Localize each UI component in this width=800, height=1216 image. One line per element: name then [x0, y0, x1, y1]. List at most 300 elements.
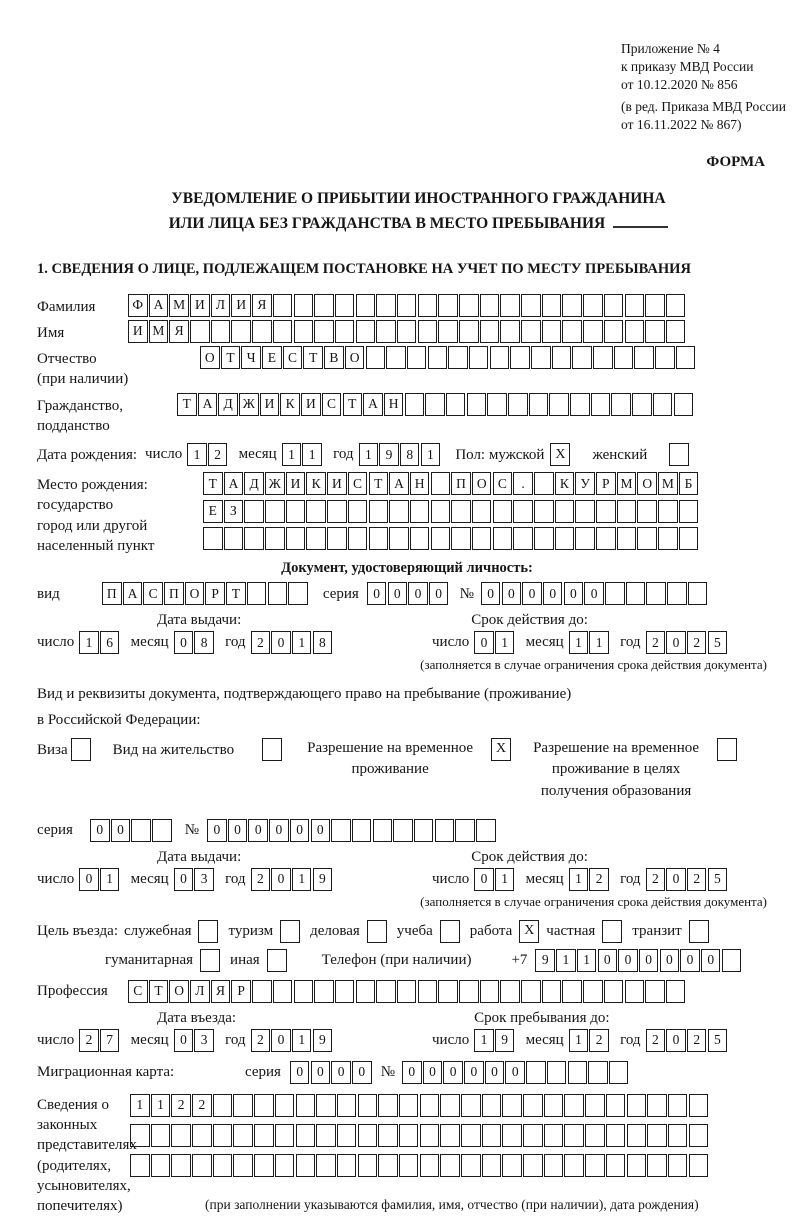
form-cell [335, 980, 355, 1003]
residence-series-label: серия [37, 822, 73, 839]
form-cell: Л [190, 980, 210, 1003]
form-cell: Н [384, 393, 404, 416]
form-cell [469, 346, 489, 369]
purpose-gumanitarnaya-checkbox [200, 949, 220, 972]
form-cell: 1 [495, 868, 515, 891]
form-cell [425, 393, 445, 416]
form-cell [534, 527, 554, 550]
form-cell: 1 [100, 868, 120, 891]
residence-issue-month-cells [174, 868, 215, 891]
form-cell [668, 1124, 688, 1147]
form-cell [521, 320, 541, 343]
form-cell [244, 527, 264, 550]
form-cell [513, 527, 533, 550]
form-cell: П [164, 582, 184, 605]
birth-year-cells [359, 443, 442, 466]
form-cell: И [260, 393, 280, 416]
form-cell: 0 [443, 1061, 463, 1084]
form-cell [327, 527, 347, 550]
birthplace-cells-stack [203, 472, 700, 555]
residence-number-label: № [184, 822, 200, 839]
form-cell: 8 [194, 631, 214, 654]
form-cell [448, 346, 468, 369]
form-cell [369, 527, 389, 550]
form-cell: 0 [639, 949, 659, 972]
form-cell [389, 500, 409, 523]
given-name-cells [128, 320, 687, 343]
form-cell [689, 1124, 709, 1147]
form-cell [647, 1154, 667, 1177]
order-ref-line: (в ред. Приказа МВД России [621, 99, 786, 115]
form-cell: 0 [111, 819, 131, 842]
form-cell [358, 1154, 378, 1177]
purpose-delovaya-checkbox [367, 920, 387, 943]
patronymic-cells [200, 346, 697, 369]
form-cell [627, 1124, 647, 1147]
form-cell [500, 980, 520, 1003]
purpose-option-label: частная [546, 922, 596, 939]
form-cell [233, 1094, 253, 1117]
entry-date: число 2 7 месяц 0 3 год 2 0 1 9 [37, 1029, 432, 1052]
form-cell: А [363, 393, 383, 416]
form-cell [405, 393, 425, 416]
patronymic-row [37, 346, 800, 390]
form-cell [593, 346, 613, 369]
purpose-option-label: иная [230, 951, 260, 968]
purpose-rabota-checkbox: X [519, 920, 539, 943]
form-cell [679, 527, 699, 550]
form-cell [585, 1094, 605, 1117]
form-cell [446, 393, 466, 416]
form-cell: К [280, 393, 300, 416]
form-cell [459, 980, 479, 1003]
form-cell [461, 1094, 481, 1117]
form-cell: 0 [174, 631, 194, 654]
surname-label: Фамилия [37, 298, 96, 315]
form-cell [438, 320, 458, 343]
form-cell [572, 346, 592, 369]
form-cell: 1 [302, 443, 322, 466]
migration-number-cells [402, 1061, 630, 1084]
form-cell [376, 320, 396, 343]
entry-dates-headers [37, 1010, 800, 1027]
form-cell: М [658, 472, 678, 495]
form-cell [637, 527, 657, 550]
form-cell [288, 582, 308, 605]
residence-valid-day-cells [474, 868, 515, 891]
form-cell [575, 500, 595, 523]
residence-doc-intro-line2: в Российской Федерации: [37, 712, 201, 729]
form-cell [348, 527, 368, 550]
form-cell [555, 500, 575, 523]
visa-label: Виза [37, 741, 68, 758]
form-cell: 0 [701, 949, 721, 972]
form-title-line2: ИЛИ ЛИЦА БЕЗ ГРАЖДАНСТВА В МЕСТО ПРЕБЫВАНИЯ [37, 212, 800, 237]
form-cell [627, 1154, 647, 1177]
entry-day-cells [79, 1029, 120, 1052]
residence-doc-options-row [37, 738, 800, 803]
identity-valid-heading: Срок действия до: [471, 612, 588, 629]
form-cell [523, 1124, 543, 1147]
form-cell [604, 980, 624, 1003]
form-cell: 2 [251, 868, 271, 891]
form-cell [645, 980, 665, 1003]
representatives-cells-row3 [130, 1154, 709, 1177]
form-cell [420, 1094, 440, 1117]
form-cell: 0 [290, 819, 310, 842]
form-cell [588, 1061, 608, 1084]
form-cell [480, 294, 500, 317]
residence-dates-row [37, 868, 800, 891]
form-cell [213, 1154, 233, 1177]
form-cell [431, 527, 451, 550]
form-cell: 8 [400, 443, 420, 466]
profession-cells [128, 980, 687, 1003]
form-cell [547, 1061, 567, 1084]
form-cell [335, 320, 355, 343]
form-cell: О [169, 980, 189, 1003]
form-cell [493, 527, 513, 550]
form-cell [531, 346, 551, 369]
form-cell [316, 1124, 336, 1147]
form-cell [562, 980, 582, 1003]
form-cell [585, 1154, 605, 1177]
form-cell: С [493, 472, 513, 495]
title-blank-underline [613, 216, 668, 228]
form-cell [397, 294, 417, 317]
form-cell [337, 1154, 357, 1177]
form-cell [605, 582, 625, 605]
form-cell: Я [169, 320, 189, 343]
form-cell: З [224, 500, 244, 523]
form-cell: А [123, 582, 143, 605]
form-cell [611, 393, 631, 416]
form-cell [482, 1094, 502, 1117]
form-cell [508, 393, 528, 416]
form-cell: 0 [660, 949, 680, 972]
purpose-option-label: служебная [123, 922, 192, 939]
form-cell [562, 320, 582, 343]
form-cell: Т [203, 472, 223, 495]
form-cell [667, 582, 687, 605]
form-cell: С [348, 472, 368, 495]
form-cell [500, 294, 520, 317]
birthplace-row [37, 472, 800, 556]
form-cell [356, 980, 376, 1003]
residence-doc-intro-line1: Вид и реквизиты документа, подтверждающего право на пребывание (проживание) [37, 686, 572, 703]
temp-permit-label: Разрешение на временное проживание [307, 739, 474, 778]
form-cell [451, 527, 471, 550]
form-cell [552, 346, 572, 369]
form-cell [646, 582, 666, 605]
form-cell [171, 1124, 191, 1147]
form-cell: 1 [569, 631, 589, 654]
form-cell: 0 [271, 868, 291, 891]
form-cell [296, 1154, 316, 1177]
form-cell [606, 1154, 626, 1177]
form-cell: У [575, 472, 595, 495]
form-cell: Ж [239, 393, 259, 416]
form-cell [564, 1124, 584, 1147]
form-cell: 0 [543, 582, 563, 605]
form-cell: 0 [271, 631, 291, 654]
residence-issue-date: число 0 1 месяц 0 3 год 2 0 1 9 [37, 868, 432, 891]
form-cell: С [128, 980, 148, 1003]
form-cell: С [143, 582, 163, 605]
form-cell [626, 582, 646, 605]
entry-dates-row [37, 1029, 800, 1052]
birthdate-label: Дата рождения: [37, 446, 138, 463]
form-cell [366, 346, 386, 369]
form-cell: 0 [367, 582, 387, 605]
form-cell: Т [149, 980, 169, 1003]
order-ref-line: от 10.12.2020 № 856 [621, 76, 738, 92]
form-cell [440, 1094, 460, 1117]
form-cell: Р [596, 472, 616, 495]
form-cell: И [190, 294, 210, 317]
form-cell [151, 1154, 171, 1177]
form-cell: 0 [402, 1061, 422, 1084]
form-cell: 0 [174, 1029, 194, 1052]
purpose-option-label: работа [469, 922, 513, 939]
form-cell: 2 [646, 868, 666, 891]
form-cell [211, 320, 231, 343]
identity-issue-month-cells [174, 631, 215, 654]
stay-day-cells [474, 1029, 515, 1052]
residence-issue-heading: Дата выдачи: [157, 848, 242, 865]
form-cell [386, 346, 406, 369]
form-cell [331, 819, 351, 842]
form-cell [296, 1094, 316, 1117]
stay-until-date: число 1 9 месяц 1 2 год 2 0 2 5 [432, 1029, 738, 1052]
form-cell [604, 294, 624, 317]
form-cell [316, 1094, 336, 1117]
form-cell: 8 [313, 631, 333, 654]
form-cell [190, 320, 210, 343]
form-cell [440, 1124, 460, 1147]
form-cell [224, 527, 244, 550]
birthplace-cells-row2 [203, 500, 700, 523]
form-cell [231, 320, 251, 343]
form-cell: 0 [680, 949, 700, 972]
form-cell [549, 393, 569, 416]
form-cell [575, 527, 595, 550]
form-cell [337, 1094, 357, 1117]
form-cell: 2 [646, 631, 666, 654]
form-cell [459, 294, 479, 317]
form-cell [679, 500, 699, 523]
birthplace-cells-row1 [203, 472, 700, 495]
order-ref-line: к приказу МВД России [621, 58, 754, 74]
citizenship-cells [177, 393, 694, 416]
form-cell: Е [203, 500, 223, 523]
form-cell [213, 1094, 233, 1117]
form-cell: О [200, 346, 220, 369]
migration-series-label: серия [245, 1064, 281, 1081]
form-cell [393, 819, 413, 842]
form-cell: 0 [423, 1061, 443, 1084]
form-cell: 0 [271, 1029, 291, 1052]
form-cell: 0 [352, 1061, 372, 1084]
form-cell [335, 294, 355, 317]
form-cell: 1 [569, 868, 589, 891]
form-cell: И [231, 294, 251, 317]
form-cell [440, 1154, 460, 1177]
form-cell [625, 294, 645, 317]
form-cell [358, 1124, 378, 1147]
form-cell [358, 1094, 378, 1117]
form-cell: 0 [474, 868, 494, 891]
form-cell: 1 [130, 1094, 150, 1117]
form-cell: Я [211, 980, 231, 1003]
form-cell [674, 393, 694, 416]
residence-doc-series-row [37, 819, 800, 842]
purpose-option-label: гуманитарная [105, 951, 194, 968]
form-cell: 0 [388, 582, 408, 605]
form-cell [647, 1094, 667, 1117]
entry-month-cells [174, 1029, 215, 1052]
identity-issue-heading: Дата выдачи: [157, 612, 242, 629]
form-cell: И [128, 320, 148, 343]
form-cell [637, 500, 657, 523]
form-cell: П [451, 472, 471, 495]
form-cell [152, 819, 172, 842]
form-cell [455, 819, 475, 842]
purpose-sluzhebnaya-checkbox [198, 920, 218, 943]
migration-number-label: № [380, 1064, 395, 1081]
form-cell [490, 346, 510, 369]
form-cell [252, 320, 272, 343]
form-cell [472, 527, 492, 550]
form-cell: 0 [290, 1061, 310, 1084]
form-cell [294, 320, 314, 343]
form-cell [130, 1154, 150, 1177]
form-cell [461, 1154, 481, 1177]
form-cell: М [149, 320, 169, 343]
form-cell [275, 1094, 295, 1117]
form-cell: 2 [687, 1029, 707, 1052]
form-cell: 2 [646, 1029, 666, 1052]
residence-permit-checkbox [262, 738, 282, 761]
form-cell [314, 980, 334, 1003]
entry-year-cells [251, 1029, 334, 1052]
form-cell: П [102, 582, 122, 605]
form-cell [502, 1154, 522, 1177]
identity-number-label: № [459, 585, 474, 602]
residence-valid-year-cells [646, 868, 729, 891]
form-cell: Д [218, 393, 238, 416]
residence-doc-intro [37, 681, 800, 734]
form-cell [275, 1154, 295, 1177]
form-cell: Л [211, 294, 231, 317]
form-cell [617, 500, 637, 523]
form-cell: Т [303, 346, 323, 369]
form-cell [634, 346, 654, 369]
form-cell: 7 [100, 1029, 120, 1052]
form-cell [542, 980, 562, 1003]
residence-permit-label: Вид на жительство [112, 741, 235, 758]
form-cell [306, 500, 326, 523]
form-cell: 0 [481, 582, 501, 605]
form-cell [268, 582, 288, 605]
form-cell [378, 1094, 398, 1117]
form-cell [378, 1154, 398, 1177]
form-cell: Е [262, 346, 282, 369]
form-cell: Т [369, 472, 389, 495]
residence-validity-note: (заполняется в случае ограничения срока действия документа) [420, 893, 767, 909]
identity-valid-day-cells [474, 631, 515, 654]
form-cell [604, 320, 624, 343]
form-cell: К [306, 472, 326, 495]
form-cell [131, 819, 151, 842]
form-cell: 3 [194, 868, 214, 891]
form-cell [521, 980, 541, 1003]
citizenship-row [37, 393, 800, 437]
purpose-tranzit-checkbox [689, 920, 709, 943]
form-cell: 2 [687, 631, 707, 654]
form-cell [316, 1154, 336, 1177]
form-cell [529, 393, 549, 416]
form-cell [171, 1154, 191, 1177]
order-reference [621, 40, 800, 134]
form-cell [247, 582, 267, 605]
form-cell: 0 [311, 1061, 331, 1084]
form-cell [376, 980, 396, 1003]
form-cell: А [224, 472, 244, 495]
form-cell [376, 294, 396, 317]
form-cell: Н [410, 472, 430, 495]
edu-permit-label: Разрешение на временное проживание в целях получения образования [533, 739, 700, 800]
form-cell: 0 [269, 819, 289, 842]
form-cell [523, 1094, 543, 1117]
form-cell [389, 527, 409, 550]
form-cell [428, 346, 448, 369]
form-cell: 2 [208, 443, 228, 466]
form-cell [596, 500, 616, 523]
birthplace-cells-row3 [203, 527, 700, 550]
form-cell: 0 [618, 949, 638, 972]
identity-issue-day-cells [79, 631, 120, 654]
form-cell: 1 [421, 443, 441, 466]
residence-valid-date: число 0 1 месяц 1 2 год 2 0 2 5 [432, 868, 738, 891]
form-cell: Т [226, 582, 246, 605]
identity-series-label: серия [322, 585, 359, 602]
form-cell: 0 [584, 582, 604, 605]
form-cell [583, 980, 603, 1003]
form-cell [627, 1094, 647, 1117]
form-cell [591, 393, 611, 416]
stay-until-heading: Срок пребывания до: [474, 1009, 610, 1026]
form-cell: 9 [313, 868, 333, 891]
form-cell: 2 [251, 1029, 271, 1052]
form-cell [688, 582, 708, 605]
identity-series-cells [367, 582, 450, 605]
form-cell [151, 1124, 171, 1147]
form-cell [244, 500, 264, 523]
identity-validity-note: (заполняется в случае ограничения срока действия документа) [420, 657, 767, 673]
sex-female-label: женский [592, 446, 648, 463]
sex-female-checkbox [669, 443, 689, 466]
form-cell: 0 [522, 582, 542, 605]
form-cell: 2 [687, 868, 707, 891]
form-cell [306, 527, 326, 550]
purpose-label: Цель въезда: [37, 922, 118, 939]
form-cell [689, 1094, 709, 1117]
form-cell: 0 [408, 582, 428, 605]
form-cell: 1 [292, 868, 312, 891]
visa-checkbox [71, 738, 91, 761]
form-cell [399, 1094, 419, 1117]
